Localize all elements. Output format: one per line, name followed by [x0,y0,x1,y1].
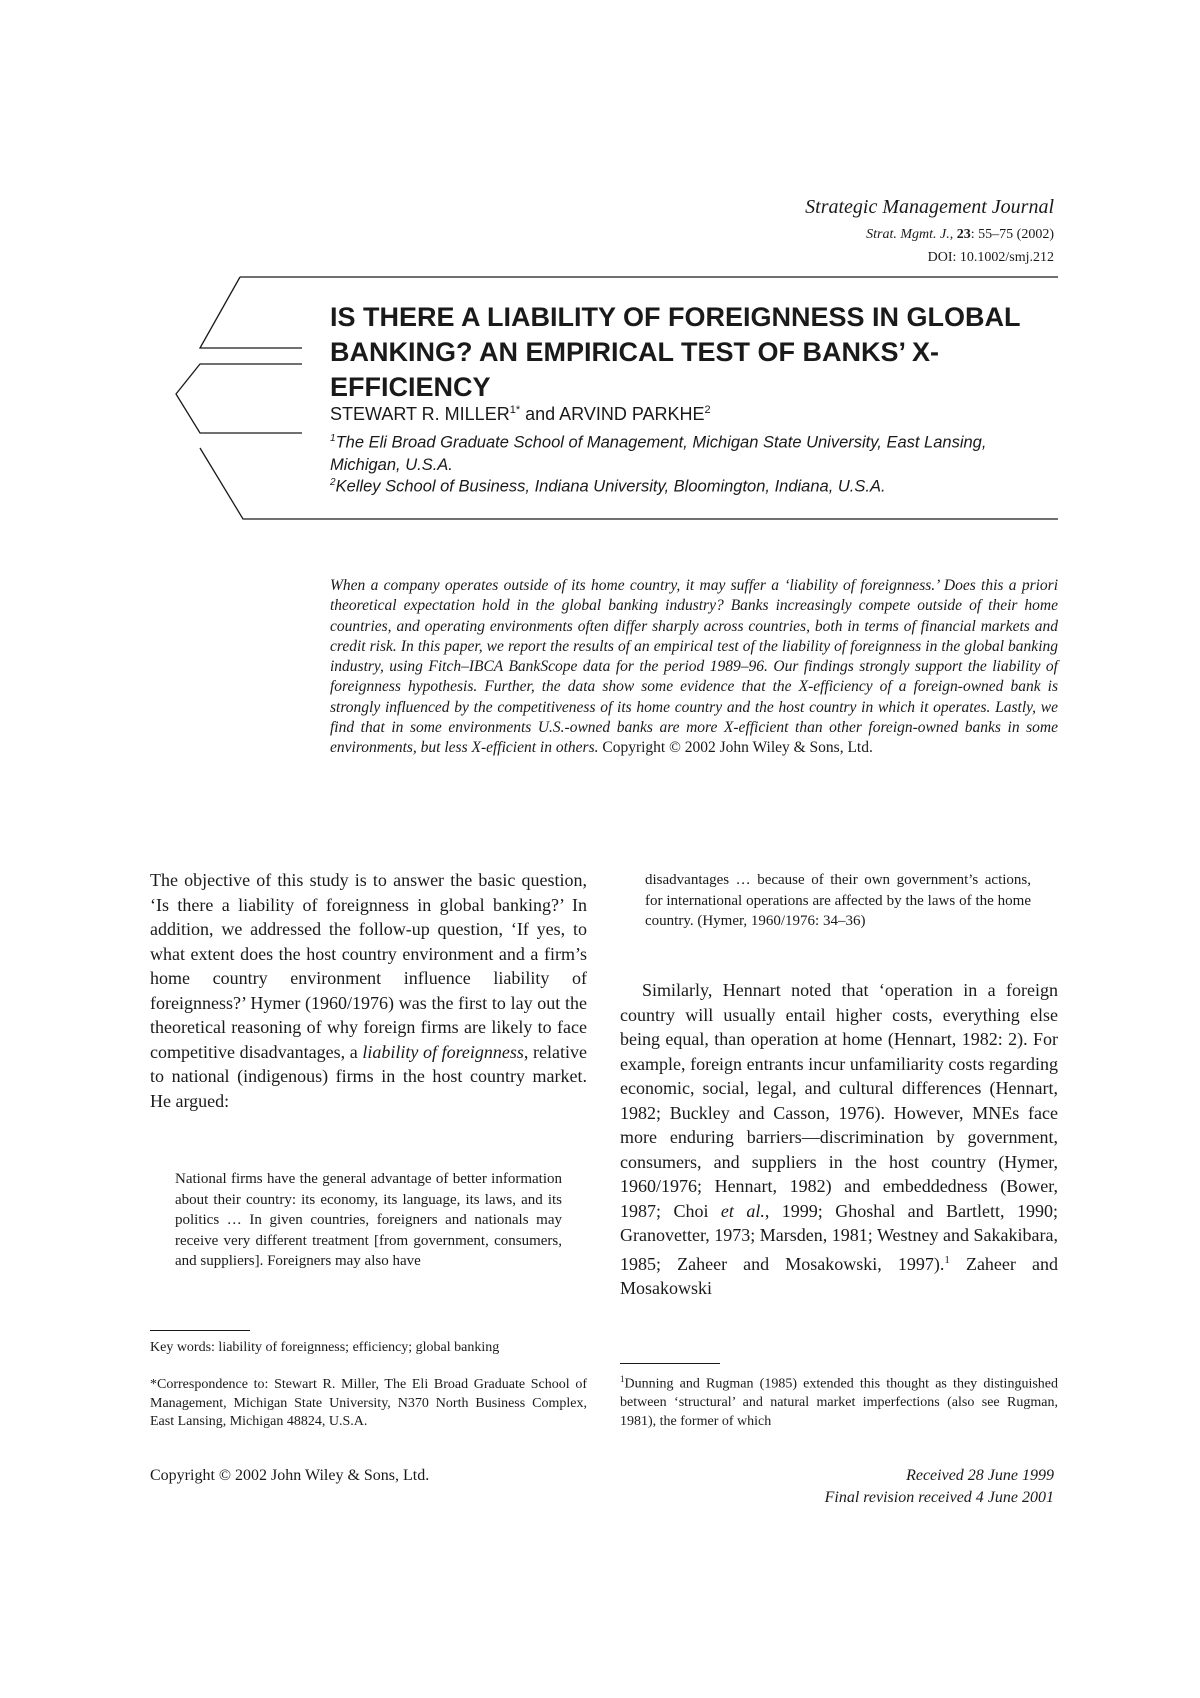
affiliation-text: The Eli Broad Graduate School of Management, Michigan State University, East Lansing, Michigan, U.S.A. [330,433,987,474]
footnote-reference: 1 [944,1253,950,1266]
footnote-rule [620,1363,720,1364]
final-revision-date: Final revision received 4 June 2001 [824,1489,1054,1506]
citation-line [866,227,1054,243]
decor-chevron [176,364,302,433]
correspondence-note: *Correspondence to: Stewart R. Miller, The Eli Broad Graduate School of Management, Michigan State University, N370 North Business Complex, East Lansing, Michigan 48824, U.S.A. [150,1377,587,1429]
footnote [620,1370,1058,1431]
body-text: Similarly, Hennart noted that ‘operation in a foreign country will usually entail higher costs, everything else being equal, than operation at home (Hennart, 1982: 2). For example, foreign entrants incur unfamiliarity costs regarding economic, social, legal, and cultural differences (Hennart, 1982; Buckley and Casson, 1976). However, MNEs face more enduring barriers—discrimination by government, consumers, and suppliers in the host country (Hymer, 1960/1976; Hennart, 1982) and embeddedness (Bower, 1987; Choi [620,980,1058,1221]
article-title: IS THERE A LIABILITY OF FOREIGNNESS IN GLOBAL BANKING? AN EMPIRICAL TEST OF BANKS’ X-EFFICIENCY [330,302,1021,402]
abstract [330,576,1058,759]
journal-name: Strategic Management Journal [805,196,1054,218]
affiliation-text: Kelley School of Business, Indiana University, Bloomington, Indiana, U.S.A. [335,477,886,496]
body-emphasis: et al. [720,1200,765,1221]
body-emphasis: liability of foreignness [362,1041,524,1062]
authors [330,404,711,425]
body-text: Zaheer and Mosakowski [620,1253,1058,1298]
keywords: Key words: liability of foreignness; efficiency; global banking [150,1340,500,1355]
author-name: STEWART R. MILLER [330,404,510,424]
affiliation [330,428,1058,476]
received-date: Received 28 June 1999 [906,1467,1054,1484]
doi: DOI: 10.1002/smj.212 [927,250,1054,265]
copyright-notice: Copyright © 2002 John Wiley & Sons, Ltd. [150,1467,430,1484]
author-name: ARVIND PARKHE [559,404,705,424]
body-paragraph [150,868,587,1113]
citation-journal: Strat. Mgmt. J. [866,227,950,242]
abstract-copyright: Copyright © 2002 John Wiley & Sons, Ltd. [598,739,873,757]
decor-chevron [200,277,302,348]
author-marks: 2 [704,404,711,416]
affiliation [330,472,1058,498]
body-text: The objective of this study is to answer the basic question, ‘Is there a liability of foreignness in global banking?’ In addition, we addressed the follow-up question, ‘If yes, to what extent does the host country environment and a firm’s home country environment influence liability of foreignness?’ Hymer (1960/1976) was the first to lay out the theoretical reasoning of why foreign firms are likely to face competitive disadvantages, a [150,870,587,1062]
footnote-rule [150,1330,250,1331]
affiliation-mark: 1 [330,433,336,444]
footnote-mark: 1 [620,1374,625,1384]
citation-separator: , [949,227,957,242]
body-text: , relative to national (indigenous) firms in the host country market. He argued: [150,1041,588,1111]
author-conjunction: and [520,404,560,424]
footnote-text: Dunning and Rugman (1985) extended this thought as they distinguished between ‘structural’ and natural market imperfections (also see Rugman, 1981), the former of which [620,1376,1058,1429]
citation-pages: : 55–75 (2002) [970,227,1054,242]
block-quote-continued: disadvantages … because of their own government’s actions, for international operations are affected by the laws of the home country. (Hymer, 1960/1976: 34–36) [645,872,1031,929]
abstract-text: When a company operates outside of its home country, it may suffer a ‘liability of foreignness.’ Does this a priori theoretical expectation hold in the global banking industry? Banks increasingly compete outside of their home countries, and operating environments often differ sharply across countries, both in terms of financial markets and credit risk. In this paper, we report the results of an empirical test of the liability of foreignness in the global banking industry, using Fitch–IBCA BankScope data for the period 1989–96. Our findings strongly support the liability of foreignness hypothesis. Further, the data show some evidence that the X-efficiency of a foreign-owned bank is strongly influenced by the competitiveness of its home country and the host country in which it operates. Lastly, we find that in some environments U.S.-owned banks are more X-efficient than other foreign-owned banks in some environments, but less X-efficient in others. [330,577,1058,757]
block-quote: National firms have the general advantage of better information about their country: its economy, its language, its laws, and its politics … In given countries, foreigners and nationals may receive very different treatment [from government, consumers, and suppliers]. Foreigners may also have [175,1171,562,1269]
author-marks: 1* [509,404,521,416]
citation-volume: 23 [956,227,971,242]
affiliation-mark: 2 [330,477,336,488]
body-paragraph [620,978,1058,1301]
body-text: , 1999; Ghoshal and Bartlett, 1990; Granovetter, 1973; Marsden, 1981; Westney and Sakakibara, 1985; Zaheer and Mosakowski, 1997). [620,1200,1058,1274]
